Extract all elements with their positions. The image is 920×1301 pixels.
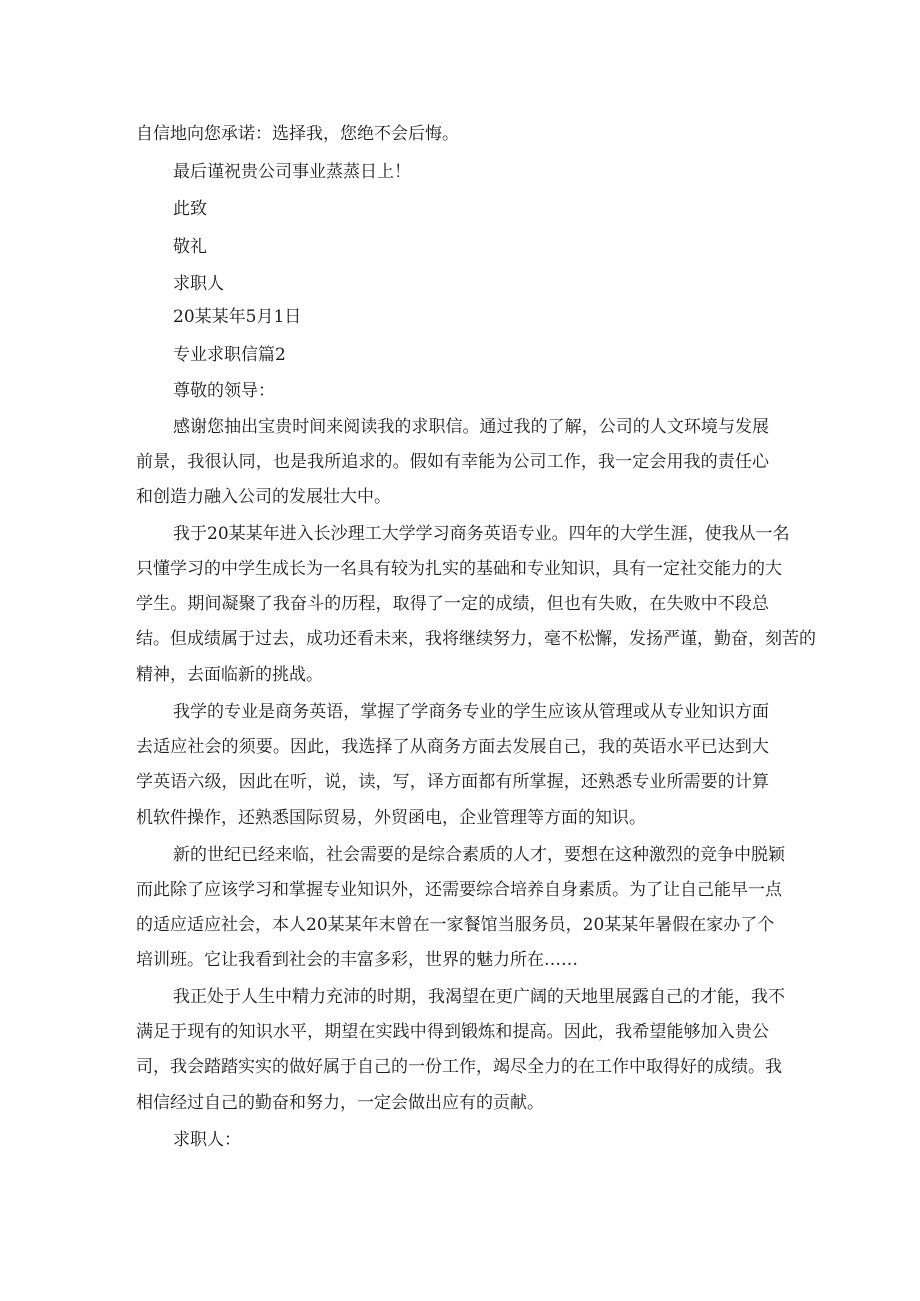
paragraph-4-line-4: 培训班。它让我看到社会的丰富多彩，世界的魅力所在…… [136, 950, 578, 970]
paragraph-4-line-2: 而此除了应该学习和掌握专业知识外，还需要综合培养自身素质。为了让自己能早一点 [136, 880, 782, 900]
salutation-jingli: 敬礼 [173, 237, 207, 257]
greeting: 尊敬的领导： [173, 381, 275, 401]
intro-line: 自信地向您承诺：选择我，您绝不会后悔。 [136, 124, 459, 144]
paragraph-5-line-3: 司，我会踏踏实实的做好属于自己的一份工作，竭尽全力的在工作中取得好的成绩。我 [136, 1057, 782, 1077]
paragraph-1-line-1: 感谢您抽出宝贵时间来阅读我的求职信。通过我的了解，公司的人文环境与发展 [173, 417, 769, 437]
paragraph-4-line-1: 新的世纪已经来临，社会需要的是综合素质的人才，要想在这种激烈的竞争中脱颖 [173, 845, 785, 865]
paragraph-3-line-2: 去适应社会的须要。因此，我选择了从商务方面去发展自己，我的英语水平已达到大 [136, 737, 769, 757]
paragraph-3-line-1: 我学的专业是商务英语，掌握了学商务专业的学生应该从管理或从专业知识方面 [173, 702, 769, 722]
paragraph-2-line-3: 学生。期间凝聚了我奋斗的历程，取得了一定的成绩，但也有失败，在失败中不段总 [136, 594, 769, 614]
paragraph-1-line-2: 前景，我很认同，也是我所追求的。假如有幸能为公司工作，我一定会用我的责任心 [136, 452, 769, 472]
paragraph-2-line-5: 精神，去面临新的挑战。 [136, 665, 323, 685]
paragraph-2-line-2: 只懂学习的中学生成长为一名具有较为扎实的基础和专业知识，具有一定社交能力的大 [136, 559, 782, 579]
paragraph-5-line-1: 我正处于人生中精力充沛的时期，我渴望在更广阔的天地里展露自己的才能，我不 [173, 987, 785, 1007]
section-title: 专业求职信篇2 [173, 345, 286, 365]
paragraph-2-line-1: 我于20某某年进入长沙理工大学学习商务英语专业。四年的大学生涯，使我从一名 [173, 524, 790, 544]
paragraph-1-line-3: 和创造力融入公司的发展壮大中。 [136, 487, 391, 507]
paragraph-5-line-2: 满足于现有的知识水平，期望在实践中得到锻炼和提高。因此，我希望能够加入贵公 [136, 1022, 769, 1042]
signer-label: 求职人 [173, 274, 224, 294]
paragraph-5-line-4: 相信经过自己的勤奋和努力，一定会做出应有的贡献。 [136, 1093, 544, 1113]
paragraph-4-line-3: 的适应适应社会，本人20某某年末曾在一家餐馆当服务员，20某某年暑假在家办了个 [136, 915, 775, 935]
paragraph-2-line-4: 结。但成绩属于过去，成功还看未来，我将继续努力，毫不松懈，发扬严谨，勤奋，刻苦的 [136, 629, 816, 649]
closing-wish: 最后谨祝贵公司事业蒸蒸日上！ [173, 162, 411, 182]
paragraph-3-line-3: 学英语六级，因此在听，说，读，写，译方面都有所掌握，还熟悉专业所需要的计算 [136, 772, 769, 792]
salutation-cizhi: 此致 [173, 199, 207, 219]
signoff-label: 求职人： [173, 1130, 241, 1150]
date-line: 20某某年5月1日 [173, 307, 302, 327]
paragraph-3-line-4: 机软件操作，还熟悉国际贸易，外贸函电，企业管理等方面的知识。 [136, 808, 646, 828]
